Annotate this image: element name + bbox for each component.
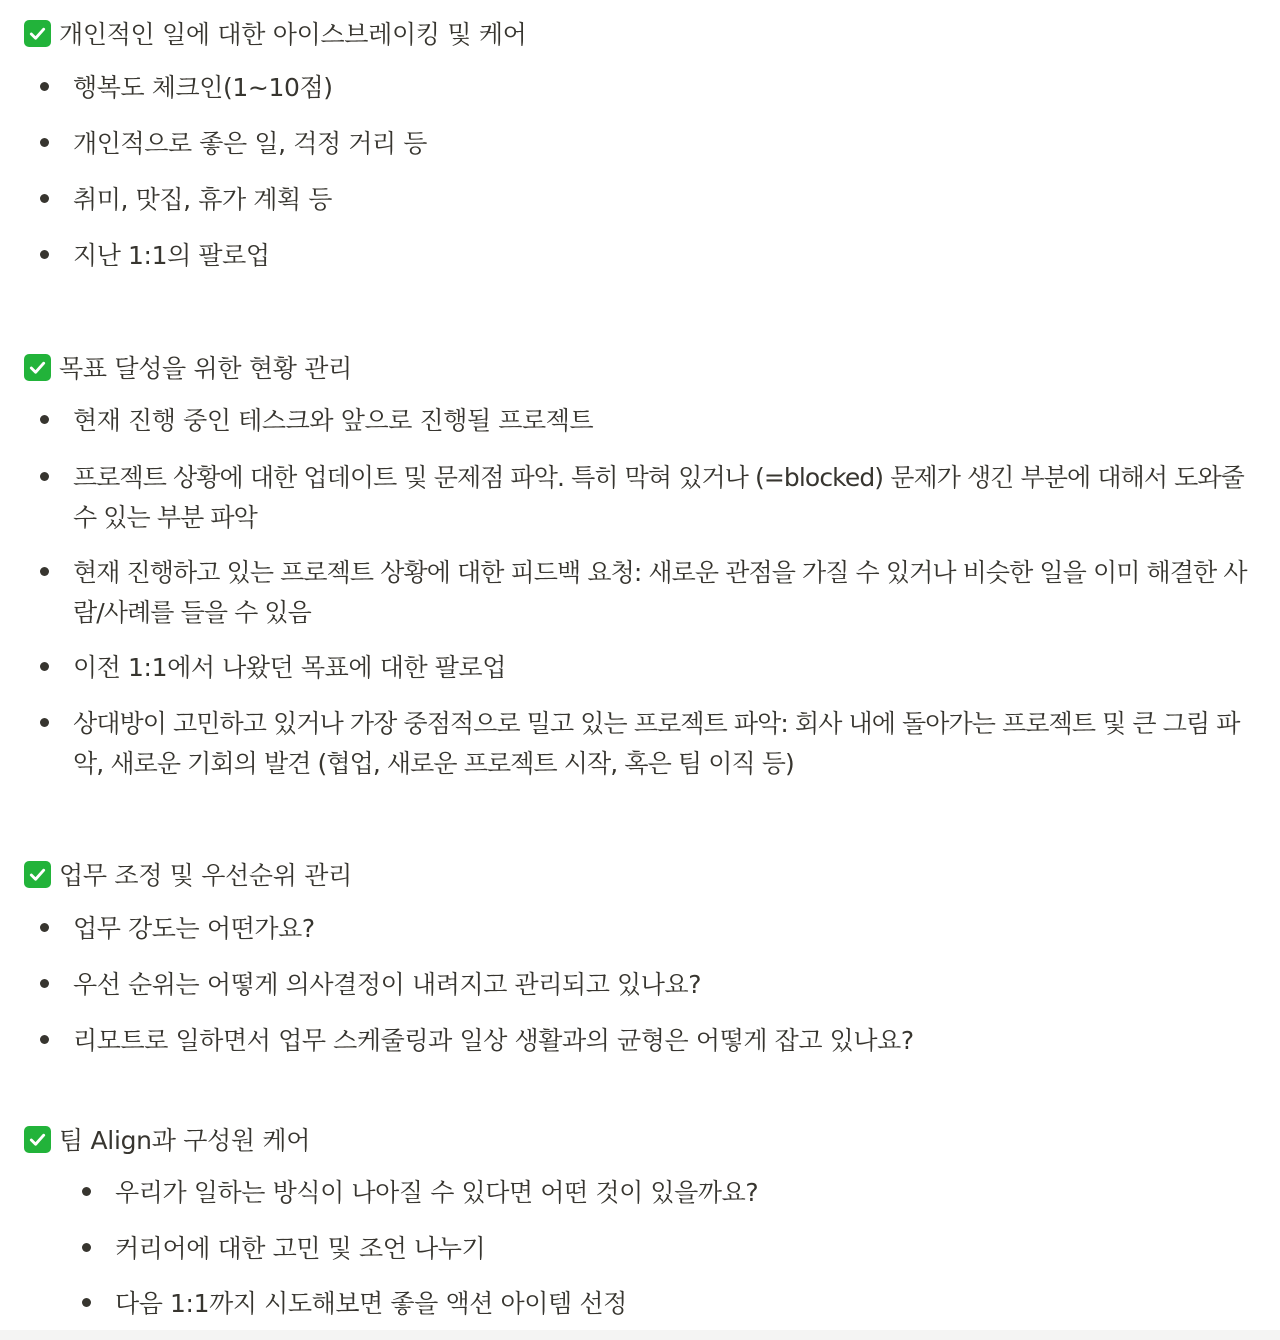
list-item bbox=[40, 1021, 1280, 1061]
section-heading bbox=[24, 859, 352, 889]
list-item-text: 우리가 일하는 방식이 나아질 수 있다면 어떤 것이 있을까요? bbox=[115, 1178, 759, 1207]
check-mark-icon bbox=[24, 1126, 51, 1153]
bullet-icon bbox=[40, 82, 49, 91]
bottom-edge bbox=[0, 1330, 1280, 1340]
bullet-icon bbox=[40, 1035, 49, 1044]
list-item-text: 커리어에 대한 고민 및 조언 나누기 bbox=[115, 1234, 486, 1263]
list-item-text: 지난 1:1의 팔로업 bbox=[73, 241, 270, 270]
list-item-text: 프로젝트 상황에 대한 업데이트 및 문제점 파악. 특히 막혀 있거나 (=blocked) 문제가 생긴 부분에 대해서 도와줄 수 있는 부분 파악 bbox=[73, 463, 1244, 532]
section-heading-text: 팀 Align과 구성원 케어 bbox=[59, 1126, 311, 1155]
check-mark-icon bbox=[24, 861, 51, 888]
list-item bbox=[40, 458, 1255, 538]
list-item-text: 취미, 맛집, 휴가 계획 등 bbox=[73, 185, 333, 214]
list-item bbox=[40, 236, 1280, 276]
section-heading-text: 목표 달성을 위한 현황 관리 bbox=[59, 354, 352, 383]
bullet-icon bbox=[82, 1187, 91, 1196]
bullet-icon bbox=[40, 567, 49, 576]
list-item-text: 우선 순위는 어떻게 의사결정이 내려지고 관리되고 있나요? bbox=[73, 970, 702, 999]
section-heading bbox=[24, 18, 527, 48]
list-item bbox=[40, 704, 1255, 784]
list-item bbox=[82, 1173, 1280, 1213]
bullet-icon bbox=[40, 138, 49, 147]
list-item-text: 현재 진행하고 있는 프로젝트 상황에 대한 피드백 요청: 새로운 관점을 가질 수 있거나 비슷한 일을 이미 해결한 사람/사례를 들을 수 있음 bbox=[73, 558, 1247, 627]
bullet-icon bbox=[82, 1298, 91, 1307]
list-item bbox=[40, 648, 1280, 688]
check-mark-icon bbox=[24, 354, 51, 381]
bullet-icon bbox=[40, 194, 49, 203]
list-item bbox=[40, 965, 1280, 1005]
list-item-text: 다음 1:1까지 시도해보면 좋을 액션 아이템 선정 bbox=[115, 1289, 627, 1318]
section-heading-text: 업무 조정 및 우선순위 관리 bbox=[59, 861, 352, 890]
list-item bbox=[40, 180, 1280, 220]
list-item-text: 리모트로 일하면서 업무 스케줄링과 일상 생활과의 균형은 어떻게 잡고 있나요? bbox=[73, 1026, 914, 1055]
list-item bbox=[82, 1284, 1280, 1324]
list-item-text: 개인적으로 좋은 일, 걱정 거리 등 bbox=[73, 129, 428, 158]
list-item bbox=[40, 909, 1280, 949]
bullet-icon bbox=[40, 979, 49, 988]
bullet-icon bbox=[40, 662, 49, 671]
list-item bbox=[82, 1229, 1280, 1269]
section-heading bbox=[24, 1124, 310, 1154]
section-heading bbox=[24, 352, 352, 382]
bullet-icon bbox=[40, 472, 49, 481]
bullet-icon bbox=[82, 1243, 91, 1252]
list-item-text: 상대방이 고민하고 있거나 가장 중점적으로 밀고 있는 프로젝트 파악: 회사 내에 돌아가는 프로젝트 및 큰 그림 파악, 새로운 기회의 발견 (협업, 새로운 프로젝트 시작, 혹은 팀 이직 등) bbox=[73, 709, 1240, 778]
list-item-text: 행복도 체크인(1~10점) bbox=[73, 73, 333, 102]
list-item-text: 이전 1:1에서 나왔던 목표에 대한 팔로업 bbox=[73, 653, 507, 682]
check-mark-icon bbox=[24, 20, 51, 47]
section-heading-text: 개인적인 일에 대한 아이스브레이킹 및 케어 bbox=[59, 20, 527, 49]
bullet-icon bbox=[40, 718, 49, 727]
list-item bbox=[40, 553, 1255, 633]
list-item bbox=[40, 124, 1280, 164]
list-item bbox=[40, 401, 1280, 441]
list-item-text: 업무 강도는 어떤가요? bbox=[73, 914, 315, 943]
bullet-icon bbox=[40, 250, 49, 259]
list-item bbox=[40, 68, 1280, 108]
bullet-icon bbox=[40, 415, 49, 424]
list-item-text: 현재 진행 중인 테스크와 앞으로 진행될 프로젝트 bbox=[73, 406, 594, 435]
bullet-icon bbox=[40, 923, 49, 932]
